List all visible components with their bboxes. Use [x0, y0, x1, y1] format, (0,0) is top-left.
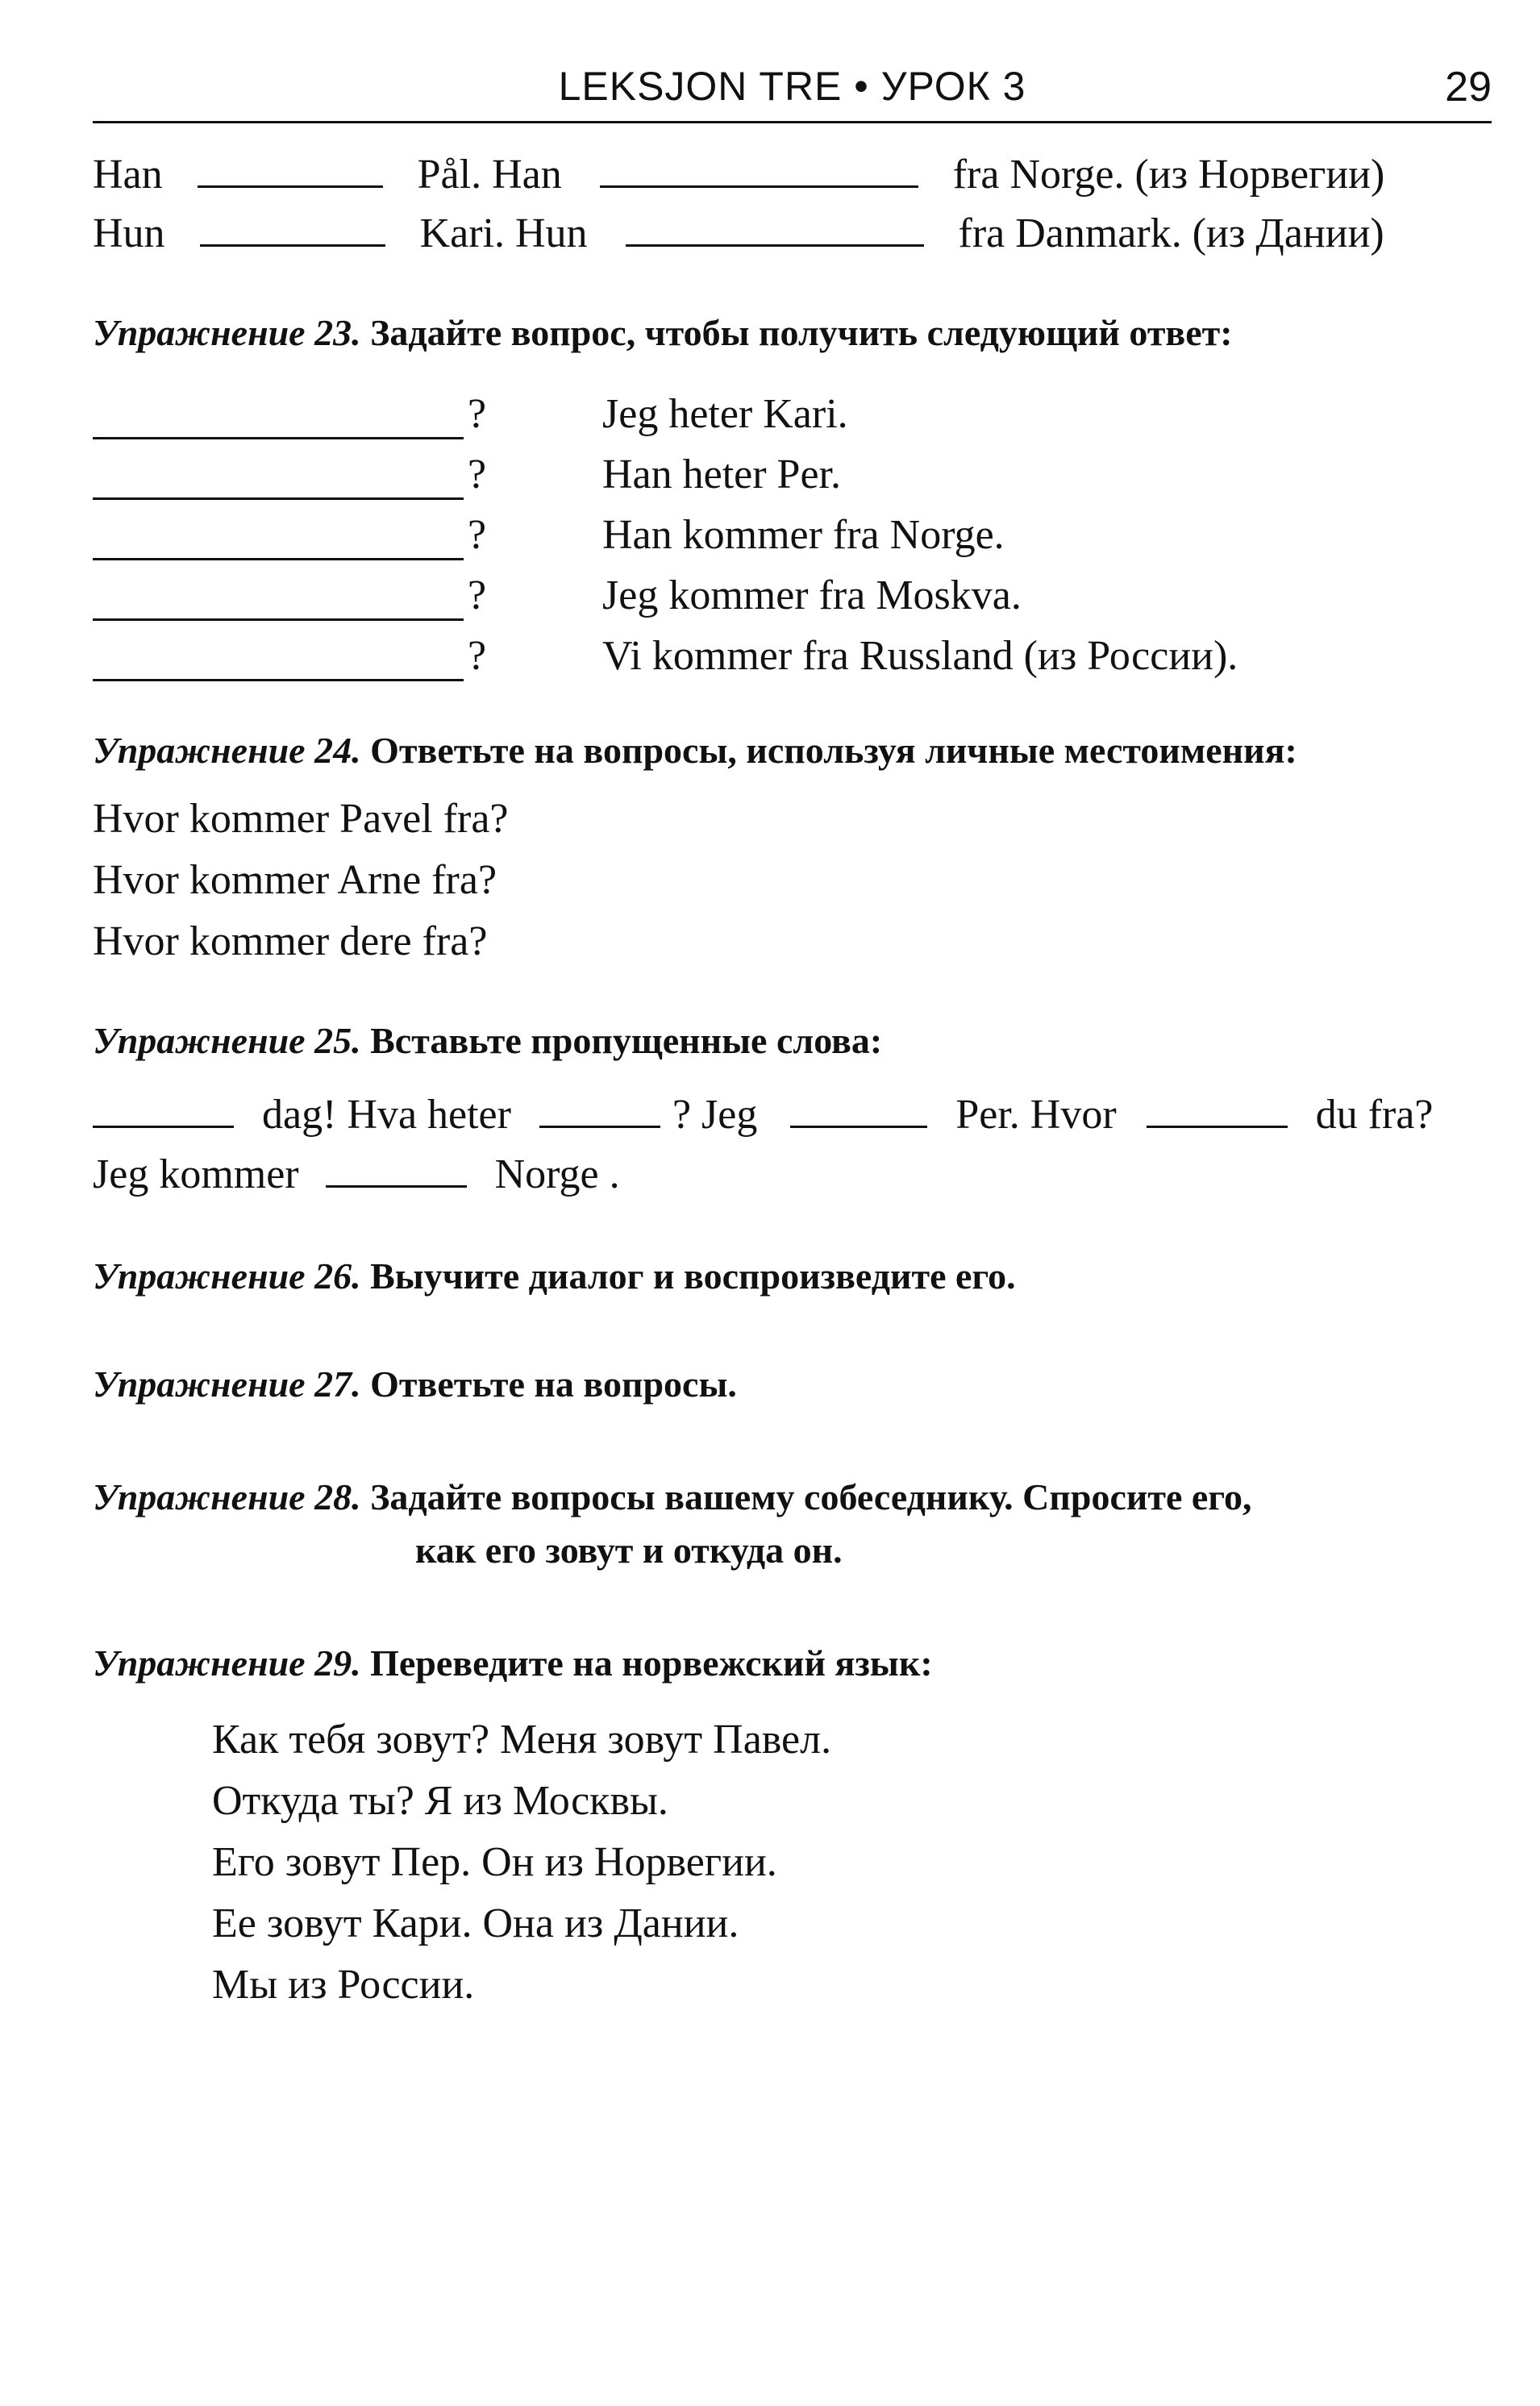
answer-blank[interactable]	[93, 618, 464, 621]
exercise-27-heading	[93, 1363, 737, 1405]
word: du fra?	[1315, 1092, 1434, 1138]
fill-in-line-1	[93, 153, 1384, 196]
blank-line[interactable]	[198, 153, 383, 188]
question-mark: ?	[468, 452, 487, 497]
word: ? Jeg	[672, 1092, 758, 1138]
sentence-line: Ее зовут Кари. Она из Дании.	[212, 1900, 739, 1946]
exercise-label: Упражнение 25.	[93, 1020, 361, 1061]
exercise-23-heading	[93, 314, 1233, 352]
word: fra Norge. (из Норвегии)	[952, 152, 1385, 198]
answer-blank[interactable]	[93, 679, 464, 681]
word: Kari. Hun	[419, 210, 588, 256]
page-header	[93, 58, 1492, 131]
sentence-line: Откуда ты? Я из Москвы.	[212, 1778, 668, 1824]
blank-line[interactable]	[1147, 1093, 1288, 1128]
answer-text: Jeg kommer fra Moskva.	[602, 572, 1022, 618]
exercise-instruction: Выучите диалог и воспроизведите его.	[370, 1255, 1016, 1297]
question-mark: ?	[468, 512, 487, 558]
blank-line[interactable]	[200, 212, 385, 247]
word: Norge .	[494, 1151, 620, 1197]
exercise-28-heading	[93, 1476, 1252, 1517]
sentence-line: Мы из России.	[212, 1962, 475, 2008]
exercise-instruction: Задайте вопросы вашему собеседнику. Спросите его,	[370, 1476, 1252, 1517]
exercise-label: Упражнение 27.	[93, 1363, 361, 1405]
word: dag! Hva heter	[262, 1092, 511, 1138]
word: Jeg kommer	[93, 1151, 299, 1197]
blank-line[interactable]	[93, 1093, 234, 1128]
exercise-instruction: Вставьте пропущенные слова:	[370, 1020, 883, 1061]
fill-in-line-3	[93, 1093, 1433, 1136]
exercise-instruction: Ответьте на вопросы, используя личные местоимения:	[370, 730, 1297, 771]
question-line: Hvor kommer dere fra?	[93, 918, 488, 964]
exercise-instruction: Переведите на норвежский язык:	[370, 1642, 933, 1684]
word: Per. Hvor	[955, 1092, 1117, 1138]
page-number: 29	[1445, 64, 1492, 110]
question-mark: ?	[468, 572, 487, 618]
exercise-instruction: Задайте вопрос, чтобы получить следующий ответ:	[370, 312, 1233, 353]
exercise-24-heading	[93, 732, 1297, 769]
question-mark: ?	[468, 633, 487, 679]
blank-line[interactable]	[600, 153, 918, 188]
fill-in-line-2	[93, 212, 1384, 255]
answer-text: Han heter Per.	[602, 452, 842, 497]
answer-text: Jeg heter Kari.	[602, 391, 848, 437]
lesson-title: LEKSJON TRE • УРОК 3	[558, 64, 1026, 109]
question-mark: ?	[468, 391, 487, 437]
header-rule	[93, 121, 1492, 123]
answer-blank[interactable]	[93, 497, 464, 500]
exercise-label: Упражнение 23.	[93, 312, 361, 353]
question-line: Hvor kommer Pavel fra?	[93, 796, 509, 842]
sentence-line: Как тебя зовут? Меня зовут Павел.	[212, 1717, 832, 1763]
answer-text: Vi kommer fra Russland (из России).	[602, 633, 1238, 679]
word: fra Danmark. (из Дании)	[958, 210, 1384, 256]
blank-line[interactable]	[326, 1153, 467, 1188]
exercise-instruction-continued: как его зовут и откуда он.	[415, 1530, 843, 1571]
word: Han	[93, 152, 163, 198]
exercise-label: Упражнение 28.	[93, 1476, 361, 1517]
blank-line[interactable]	[626, 212, 924, 247]
exercise-instruction: Ответьте на вопросы.	[370, 1363, 737, 1405]
exercise-26-heading	[93, 1255, 1016, 1297]
blank-line[interactable]	[790, 1093, 927, 1128]
exercise-label: Упражнение 29.	[93, 1642, 361, 1684]
exercise-label: Упражнение 26.	[93, 1255, 361, 1297]
word: Pål. Han	[417, 152, 562, 198]
sentence-line: Его зовут Пер. Он из Норвегии.	[212, 1839, 777, 1885]
blank-line[interactable]	[539, 1093, 660, 1128]
word: Hun	[93, 210, 165, 256]
exercise-label: Упражнение 24.	[93, 730, 361, 771]
question-line: Hvor kommer Arne fra?	[93, 857, 497, 903]
answer-blank[interactable]	[93, 437, 464, 439]
fill-in-line-4	[93, 1153, 620, 1196]
exercise-25-heading	[93, 1022, 882, 1059]
answer-blank[interactable]	[93, 558, 464, 560]
exercise-29-heading	[93, 1642, 933, 1684]
answer-text: Han kommer fra Norge.	[602, 512, 1005, 558]
